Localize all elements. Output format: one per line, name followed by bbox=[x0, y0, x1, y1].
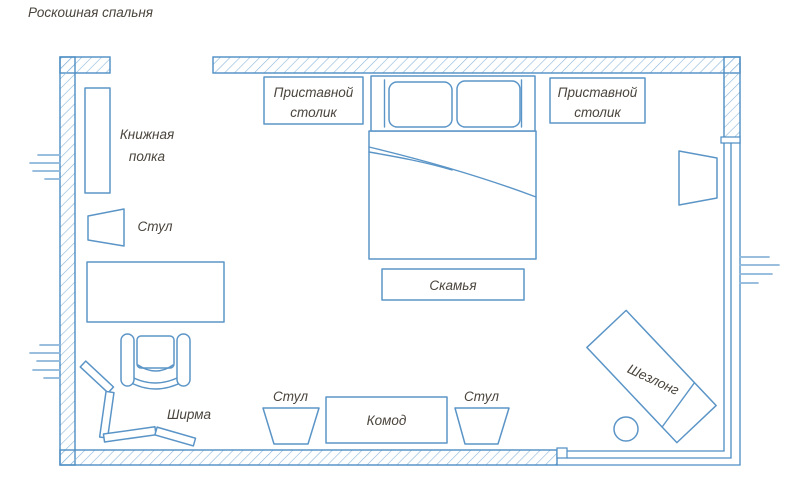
left-wall bbox=[60, 57, 75, 465]
side-table-left-label: Приставной столик bbox=[273, 85, 354, 120]
screen-panel-2 bbox=[100, 391, 114, 438]
screen-panel-4 bbox=[155, 427, 196, 446]
pillow-left bbox=[389, 82, 452, 127]
armchair-seat bbox=[137, 336, 174, 368]
chair-bottom-left-label: Стул bbox=[273, 389, 308, 404]
chair-bottom-right bbox=[455, 408, 509, 444]
bed bbox=[369, 76, 536, 259]
chair-right-wall bbox=[679, 151, 717, 205]
page-title: Роскошная спальня bbox=[28, 5, 153, 20]
armchair bbox=[121, 334, 190, 389]
window-connector-bottom bbox=[557, 448, 567, 458]
pillow-right bbox=[457, 81, 520, 127]
desk bbox=[87, 262, 224, 322]
window-connector-right bbox=[721, 137, 740, 143]
right-wall-upper bbox=[724, 57, 740, 142]
chair-left bbox=[88, 209, 124, 246]
side-table-right-label: Приставной столик bbox=[557, 85, 638, 120]
armchair-right-arm bbox=[177, 334, 190, 386]
bed-body bbox=[369, 131, 536, 259]
chair-bottom-right-label: Стул bbox=[464, 389, 499, 404]
small-round-table bbox=[614, 417, 638, 441]
bench-label: Скамья bbox=[429, 278, 477, 293]
bookshelf-label: Книжная полка bbox=[119, 127, 175, 164]
chair-bottom-left bbox=[263, 408, 319, 444]
dresser-label: Комод bbox=[366, 413, 407, 428]
screen-panel-3 bbox=[103, 427, 156, 442]
bottom-wall bbox=[60, 450, 557, 465]
screen-panel-1 bbox=[80, 361, 113, 393]
top-wall bbox=[213, 57, 740, 73]
chair-left-label: Стул bbox=[137, 219, 173, 234]
armchair-left-arm bbox=[121, 334, 134, 386]
chaise-label: Шезлонг bbox=[625, 361, 682, 398]
screen-label: Ширма bbox=[166, 407, 212, 422]
